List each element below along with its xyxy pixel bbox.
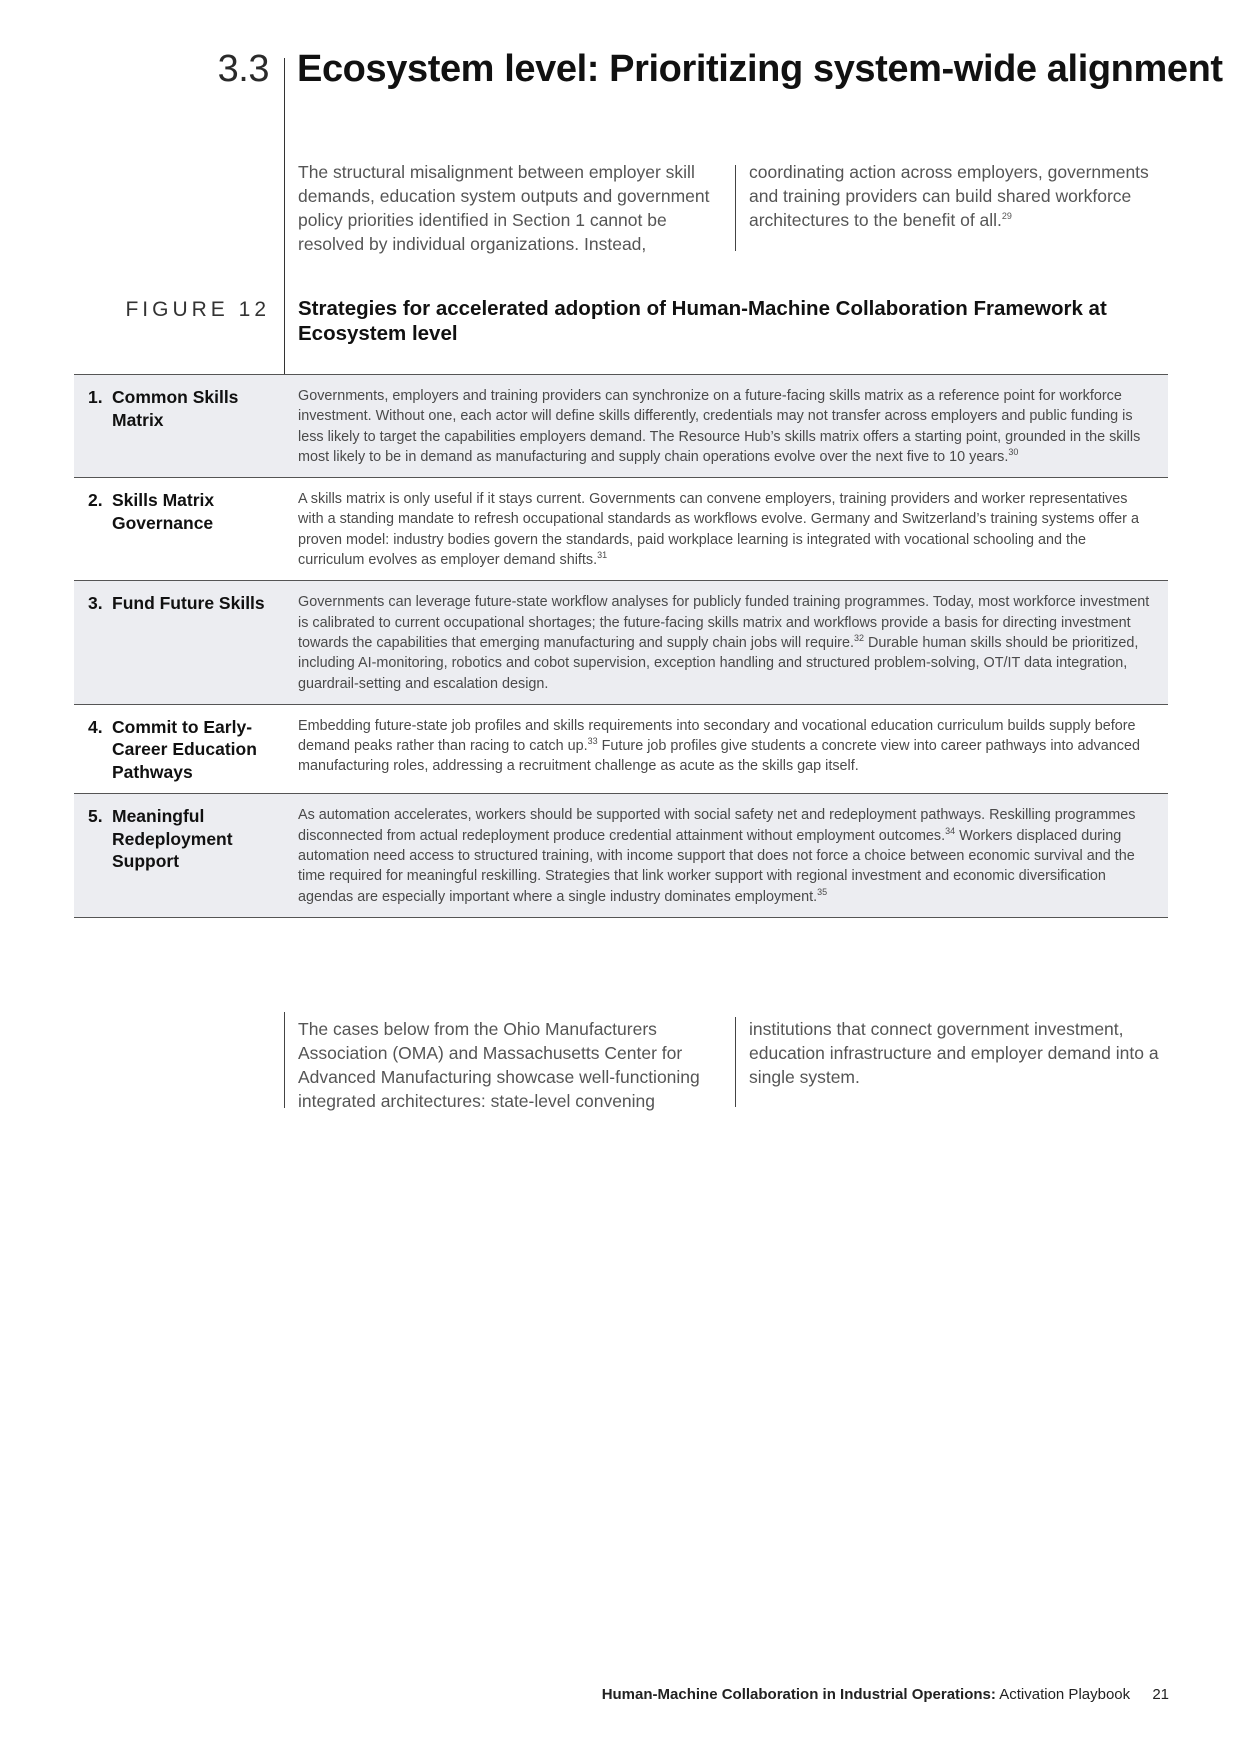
- footer-title: Human-Machine Collaboration in Industrial Operations:: [601, 1686, 996, 1703]
- column-divider: [735, 165, 736, 251]
- strategy-description: [284, 375, 1168, 477]
- strategy-number: 1.: [88, 387, 103, 407]
- description-text: Workers displaced during automation need access to structured training, with income support that does not force a choice between economic survival and the time required for meaningful reskilling. Strategies that link worker support with regional investment and economic diversification agendas are especially important where a single industry dominates employment.: [298, 827, 1135, 905]
- strategy-number: 3.: [88, 593, 103, 614]
- column-divider: [735, 1017, 736, 1107]
- strategy-name: Skills Matrix Governance: [112, 490, 215, 533]
- footnote-ref: 31: [597, 550, 608, 561]
- table-row: [74, 580, 1168, 703]
- table-row: [74, 374, 1168, 477]
- figure-label: FIGURE 12: [125, 298, 270, 321]
- strategy-label: [74, 478, 284, 580]
- strategy-number: 5.: [88, 806, 103, 827]
- outro-column-2: [749, 1017, 1179, 1089]
- strategy-name: Fund Future Skills: [112, 593, 265, 614]
- strategy-description: [284, 794, 1168, 916]
- table-row: [74, 704, 1168, 794]
- strategy-name: Common Skills Matrix: [112, 387, 239, 430]
- strategy-label: [74, 705, 284, 794]
- strategy-label: [74, 794, 284, 916]
- intro-text-1: The structural misalignment between employer skill demands, education system outputs and government policy priorities identified in Section 1 cannot be resolved by individual organizations. Instead,: [298, 162, 710, 254]
- intro-column-1: [298, 160, 728, 256]
- description-text: Durable human skills should be prioritized, including AI-monitoring, robotics and cobot supervision, exception handling and structured problem-solving, OT/IT data integration, guardrail-setting and escalation design.: [298, 634, 1139, 692]
- strategy-name: Meaningful Redeployment Support: [112, 806, 233, 872]
- section-title: Ecosystem level: Prioritizing system-wide alignment: [297, 48, 1223, 90]
- description-text: Future job profiles give students a concrete view into career pathways into advanced manufacturing roles, addressing a recruitment challenge as acute as the skills gap itself.: [298, 738, 1140, 775]
- strategy-label: [74, 581, 284, 703]
- strategy-description: [284, 478, 1168, 580]
- footnote-ref: 32: [853, 633, 864, 644]
- intro-text-2: coordinating action across employers, governments and training providers can build shared workforce architectures to the benefit of all.: [749, 162, 1149, 230]
- description-text: Governments, employers and training providers can synchronize on a future-facing skills matrix as a reference point for workforce investment. Without one, each actor will define skills differently, credentials may not transfer across employers and public funding is less likely to target the capabilities employers demand. The Resource Hub’s skills matrix offers a starting point, grounded in the skills most likely to be in demand as manufacturing and supply chain operations evolve over the next five to 10 years.: [298, 388, 1141, 465]
- section-number: 3.3: [217, 48, 269, 90]
- column-divider: [284, 1012, 285, 1108]
- page-footer: [602, 1686, 1169, 1703]
- footnote-ref: 35: [817, 886, 828, 897]
- intro-column-2: [749, 160, 1179, 232]
- description-text: A skills matrix is only useful if it stays current. Governments can convene employers, training providers and worker representatives with a standing mandate to refresh occupational standards as workflows evolve. Germany and Switzerland’s training systems offer a proven model: industry bodies govern the standards, paid workplace learning is integrated with vocational schooling and the curriculum evolves as employer demand shifts.: [298, 491, 1139, 569]
- strategy-description: [284, 705, 1168, 794]
- footer-subtitle: Activation Playbook: [999, 1686, 1131, 1703]
- outro-text-1: The cases below from the Ohio Manufacturers Association (OMA) and Massachusetts Center for Advanced Manufacturing showcase well-functioning integrated architectures: state-level convening: [298, 1019, 700, 1111]
- section-divider: [284, 58, 285, 374]
- strategy-description: [284, 581, 1168, 703]
- table-row: [74, 477, 1168, 580]
- strategy-name: Commit to Early-Career Education Pathways: [112, 716, 257, 782]
- description-text: As automation accelerates, workers should be supported with social safety net and redeployment pathways. Reskilling programmes disconnected from actual redeployment produce credential attainment without employment outcomes.: [298, 807, 1136, 844]
- description-text: Embedding future-state job profiles and skills requirements into secondary and vocational education curriculum builds supply before demand peaks rather than racing to catch up.: [298, 717, 1136, 755]
- strategy-table: [74, 374, 1168, 918]
- description-text: Governments can leverage future-state workflow analyses for publicly funded training programmes. Today, most workforce investment is calibrated to current occupational shortages; the future-facing skills matrix and workflows provide a basis for directing investment towards the capabilities that emerging manufacturing and supply chain jobs will require.: [298, 594, 1150, 651]
- strategy-number: 2.: [88, 490, 103, 511]
- footnote-ref: 33: [587, 736, 598, 747]
- page-number: 21: [1152, 1686, 1169, 1703]
- outro-column-1: [298, 1017, 728, 1113]
- strategy-number: 4.: [88, 716, 103, 737]
- table-row: [74, 793, 1168, 917]
- outro-text-2: institutions that connect government investment, education infrastructure and employer demand into a single system.: [749, 1019, 1159, 1087]
- footnote-ref: 29: [1001, 211, 1012, 222]
- footnote-ref: 30: [1008, 447, 1019, 458]
- figure-title: Strategies for accelerated adoption of Human-Machine Collaboration Framework at Ecosystem level: [298, 297, 1107, 345]
- footnote-ref: 34: [945, 825, 956, 836]
- strategy-label: [74, 375, 284, 477]
